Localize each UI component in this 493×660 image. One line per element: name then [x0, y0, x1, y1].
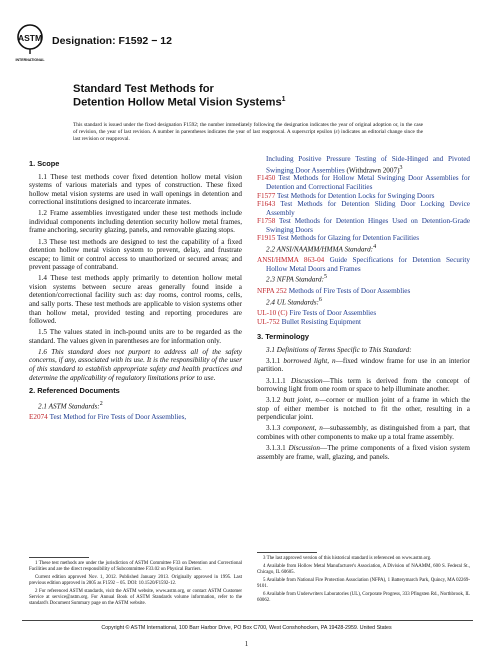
- footnotes-left: [29, 561, 242, 609]
- para-1-3: 1.3 These test methods are designed to test the capability of a fixed detention hollow metal vision system to prevent, delay, and frustrate escape; to limit or control access to unauthorized or secured areas; and prevent passage of contraband.: [29, 237, 242, 272]
- footnote-4: 4 Available from Hollow Metal Manufacturer's Association, A Division of NAAMM, 600 S. Federal St., Chicago, IL 60605.: [257, 563, 470, 575]
- ref-e2074-start[interactable]: [29, 413, 242, 422]
- para-3-1: 3.1 Definitions of Terms Specific to This Standard:: [266, 345, 412, 354]
- ref-f1450[interactable]: F1450 Test Methods for Hollow Metal Swinging Door Assemblies for Detention and Correctional Facilities: [257, 174, 470, 192]
- right-column: [257, 155, 470, 464]
- footnote-rule-right: [257, 552, 317, 553]
- footnote-rule-left: [29, 557, 89, 558]
- ref-f1577[interactable]: F1577 Test Methods for Detention Locks for Swinging Doors: [257, 191, 435, 200]
- sub-2-4: 2.4 UL Standards:$^6$: [266, 296, 322, 306]
- ref-code: E2074: [29, 413, 48, 422]
- title-line-2: [73, 96, 286, 109]
- para-3-1-1-1: 3.1.1.1 Discussion—This term is derived from the concept of borrowing light from one room or space to help illuminate another.: [257, 376, 470, 394]
- footnote-6: 6 Available from Underwriters Laboratories (UL), Corporate Progress, 333 Pfingsten Rd., Northbrook, IL 60062.: [257, 591, 470, 603]
- logo-caption: INTERNATIONAL: [15, 58, 45, 62]
- para-3-1-3-1: 3.1.3.1 Discussion—The prime components of a fixed vision system assembly are frame, wall, glazing, and panels.: [257, 444, 470, 461]
- footnote-5: 5 Available from National Fire Protection Association (NFPA), 1 Batterymarch Park, Quincy, MA 02269-9101.: [257, 577, 470, 589]
- ref-f1915[interactable]: F1915 Test Methods for Glazing for Detention Facilities: [257, 234, 420, 243]
- astm-logo: [17, 24, 43, 64]
- ref-f1643[interactable]: F1643 Test Methods for Detention Sliding Door Locking Device Assembly: [257, 200, 470, 217]
- ref-ul10[interactable]: UL-10 (C) Fire Tests of Door Assemblies: [257, 309, 377, 318]
- ref-title: Test Method for Fire Tests of Door Assemblies,: [47, 413, 187, 422]
- ref-hmma[interactable]: ANSI/HMMA 863-04 Guide Specifications for Detention Security Hollow Metal Doors and Frames: [257, 256, 470, 273]
- sub-2-3: 2.3 NFPA Standard:$^5$: [266, 274, 327, 284]
- para-3-1-2: 3.1.2 butt joint, n—corner or mullion joint of a frame in which the stop of either member is notched to fit the other, resulting in a perpendicular joint.: [257, 396, 470, 422]
- footer-rule: [22, 620, 473, 621]
- title-main: Detention Hollow Metal Vision Systems: [73, 96, 282, 109]
- title-line-1: Standard Test Methods for: [73, 83, 214, 95]
- section-terminology-heading: 3. Terminology: [257, 332, 310, 342]
- footnote-3: 3 The last approved version of this historical standard is referenced on www.astm.org.: [263, 556, 432, 561]
- left-column: [29, 155, 242, 422]
- footnote-1: 1 These test methods are under the jurisdiction of ASTM Committee F33 on Detention and Correctional Facilities and are the direct responsibility of Subcommittee F33.02 on Physical Barriers.: [29, 561, 242, 573]
- ref-e2074-cont[interactable]: Including Positive Pressure Testing of Side-Hinged and Pivoted Swinging Door Assemblies (Withdrawn 2007)$^3$: [266, 155, 470, 174]
- copyright-footer: Copyright © ASTM International, 100 Barr Harbor Drive, PO Box C700, West Conshohocken, PA 19428-2959. United States: [101, 625, 392, 631]
- para-1-4: 1.4 These test methods apply primarily to detention hollow metal vision systems between secure areas generally found inside a detention/correctional facility such as: day rooms, control rooms, cells, and sally ports. These test methods are applicable to vision systems other than hollow metal, provided testing and reporting procedures are followed.: [29, 274, 242, 326]
- footnote-2: 2 For referenced ASTM standards, visit the ASTM website, www.astm.org, or contact ASTM Customer Service at service@astm.org. For Annual Book of ASTM Standards volume information, refer to the standard's Document Summary page on the ASTM website.: [29, 588, 242, 607]
- sub-2-2: 2.2 ANSI/NAAMM/HMMA Standard:$^4$: [266, 243, 377, 254]
- para-3-1-1: 3.1.1 borrowed light, n—fixed window frame for use in an interior partition.: [257, 356, 470, 374]
- page-number: 1: [244, 640, 249, 648]
- para-1-2: 1.2 Frame assemblies investigated under these test methods include individual components including detention security hollow metal frames, frame anchoring, security glazing, panels, and removable glazing stops.: [29, 209, 242, 235]
- standard-note: This standard is issued under the fixed designation F1592; the number immediately following the designation indicates the year of original adoption or, in the case of revision, the year of last revision. A number in parentheses indicates the year of last reapproval. A superscript epsilon (ε) indicates an editorial change since the last revision or reapproval.: [73, 122, 423, 143]
- ref-nfpa[interactable]: NFPA 252 Methods of Fire Tests of Door Assemblies: [257, 287, 411, 296]
- section-refs-heading: 2. Referenced Documents: [29, 386, 120, 396]
- svg-text:ASTM: ASTM: [17, 33, 43, 43]
- footnote-1b: Current edition approved Nov. 1, 2012. Published January 2013. Originally approved in 1995. Last previous edition approved in 2005 as F1592 – 05. DOI: 10.1520/F1592-12.: [29, 574, 242, 587]
- ref-ul752[interactable]: UL-752 Bullet Resisting Equipment: [257, 317, 362, 326]
- para-1-5: 1.5 The values stated in inch-pound units are to be regarded as the standard. The values given in parentheses are for information only.: [29, 328, 242, 345]
- para-1-1: 1.1 These test methods cover fixed detention hollow metal vision systems of various materials and types of construction. These fixed hollow metal vision systems are used in wall openings in detention and correctional institutions designed to incarcerate inmates.: [29, 172, 242, 207]
- title-footnote-mark: 1: [281, 96, 286, 103]
- sub-2-1: 2.1 ASTM Standards:$^2$: [38, 400, 103, 411]
- para-3-1-3: 3.1.3 component, n—subassembly, as distinguished from a part, that combines with other components to make up a total frame assembly.: [257, 424, 470, 442]
- footnotes-right: [257, 556, 470, 605]
- para-1-6: 1.6 This standard does not purport to address all of the safety concerns, if any, associated with its use. It is the responsibility of the user of this standard to establish appropriate safety and health practices and determine the applicability of regulatory limitations prior to use.: [29, 347, 242, 382]
- section-scope-heading: 1. Scope: [29, 159, 60, 168]
- ref-f1758[interactable]: F1758 Test Methods for Detention Hinges Used on Detention-Grade Swinging Doors: [257, 217, 470, 234]
- designation: Designation: F1592 − 12: [52, 35, 172, 47]
